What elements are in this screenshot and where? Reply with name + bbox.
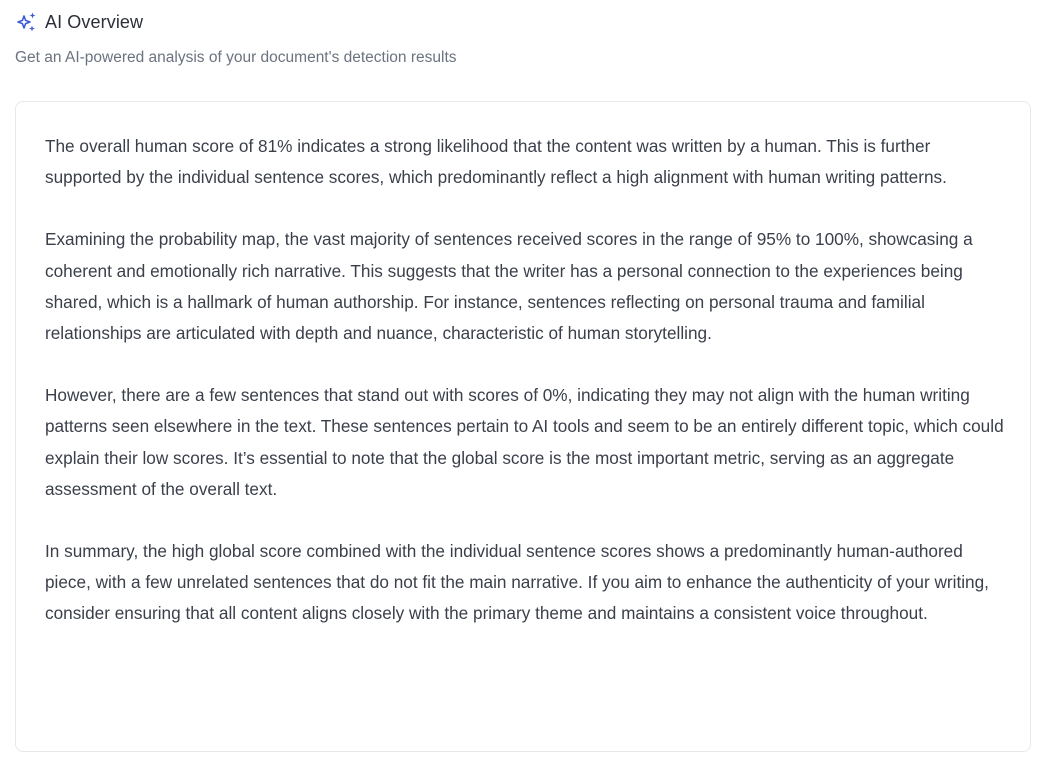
page-subtitle: Get an AI-powered analysis of your document's detection results — [15, 49, 457, 66]
overview-paragraph: Examining the probability map, the vast majority of sentences received scores in the range of 95% to 100%, showcasing a coherent and emotionally rich narrative. This suggests that the writer has a personal connection to the experiences being shared, which is a hallmark of human authorship. For instance, sentences reflecting on personal trauma and familial relationships are articulated with depth and nuance, characteristic of human storytelling. — [45, 229, 973, 344]
overview-card — [15, 101, 1031, 752]
sparkle-icon — [15, 10, 39, 34]
ai-overview-header — [15, 10, 143, 34]
page-title: AI Overview — [45, 11, 144, 32]
overview-paragraph: However, there are a few sentences that stand out with scores of 0%, indicating they may not align with the human writing patterns seen elsewhere in the text. These sentences pertain to AI tools and seem to be an entirely different topic, which could explain their low scores. It’s essential to note that the global score is the most important metric, serving as an aggregate assessment of the overall text. — [45, 385, 1004, 499]
overview-paragraph: In summary, the high global score combined with the individual sentence scores shows a predominantly human-authored piece, with a few unrelated sentences that do not fit the main narrative. If you aim to enhance the authenticity of your writing, consider ensuring that all content aligns closely with the primary theme and maintains a consistent voice throughout. — [45, 541, 989, 624]
overview-paragraph: The overall human score of 81% indicates a strong likelihood that the content was written by a human. This is further supported by the individual sentence scores, which predominantly reflect a high alignment with human writing patterns. — [45, 136, 947, 188]
overview-content — [45, 131, 1005, 630]
